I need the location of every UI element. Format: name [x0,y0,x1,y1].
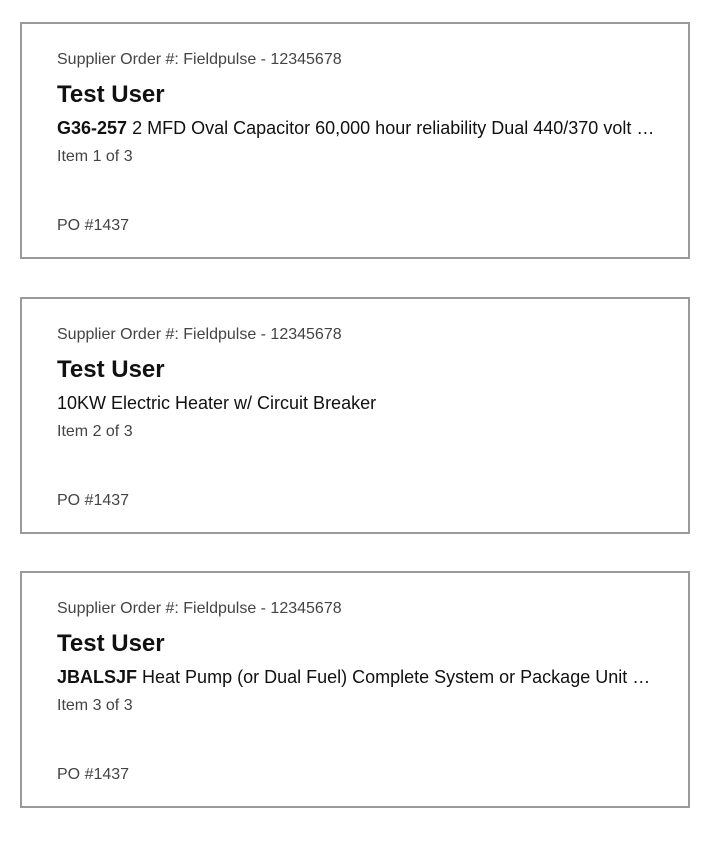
supplier-order-number: Supplier Order #: Fieldpulse - 12345678 [57,600,342,617]
item-line [57,118,657,139]
item-count: Item 2 of 3 [57,423,133,440]
item-label-card [20,22,690,259]
customer-name: Test User [57,81,165,108]
supplier-order-number: Supplier Order #: Fieldpulse - 12345678 [57,326,342,343]
item-description: Heat Pump (or Dual Fuel) Complete System or Package Unit … [142,667,651,687]
item-description: 2 MFD Oval Capacitor 60,000 hour reliability Dual 440/370 volt … [132,118,655,138]
item-label-card [20,571,690,808]
customer-name: Test User [57,630,165,657]
item-line [57,393,657,414]
item-code: JBALSJF [57,667,138,687]
po-number: PO #1437 [57,766,130,783]
item-count: Item 3 of 3 [57,697,133,714]
po-number: PO #1437 [57,492,130,509]
item-description: 10KW Electric Heater w/ Circuit Breaker [57,393,377,413]
item-line [57,667,657,688]
po-number: PO #1437 [57,217,130,234]
item-label-card [20,297,690,534]
customer-name: Test User [57,356,165,383]
item-code: G36-257 [57,118,128,138]
item-count: Item 1 of 3 [57,148,133,165]
supplier-order-number: Supplier Order #: Fieldpulse - 12345678 [57,51,342,68]
